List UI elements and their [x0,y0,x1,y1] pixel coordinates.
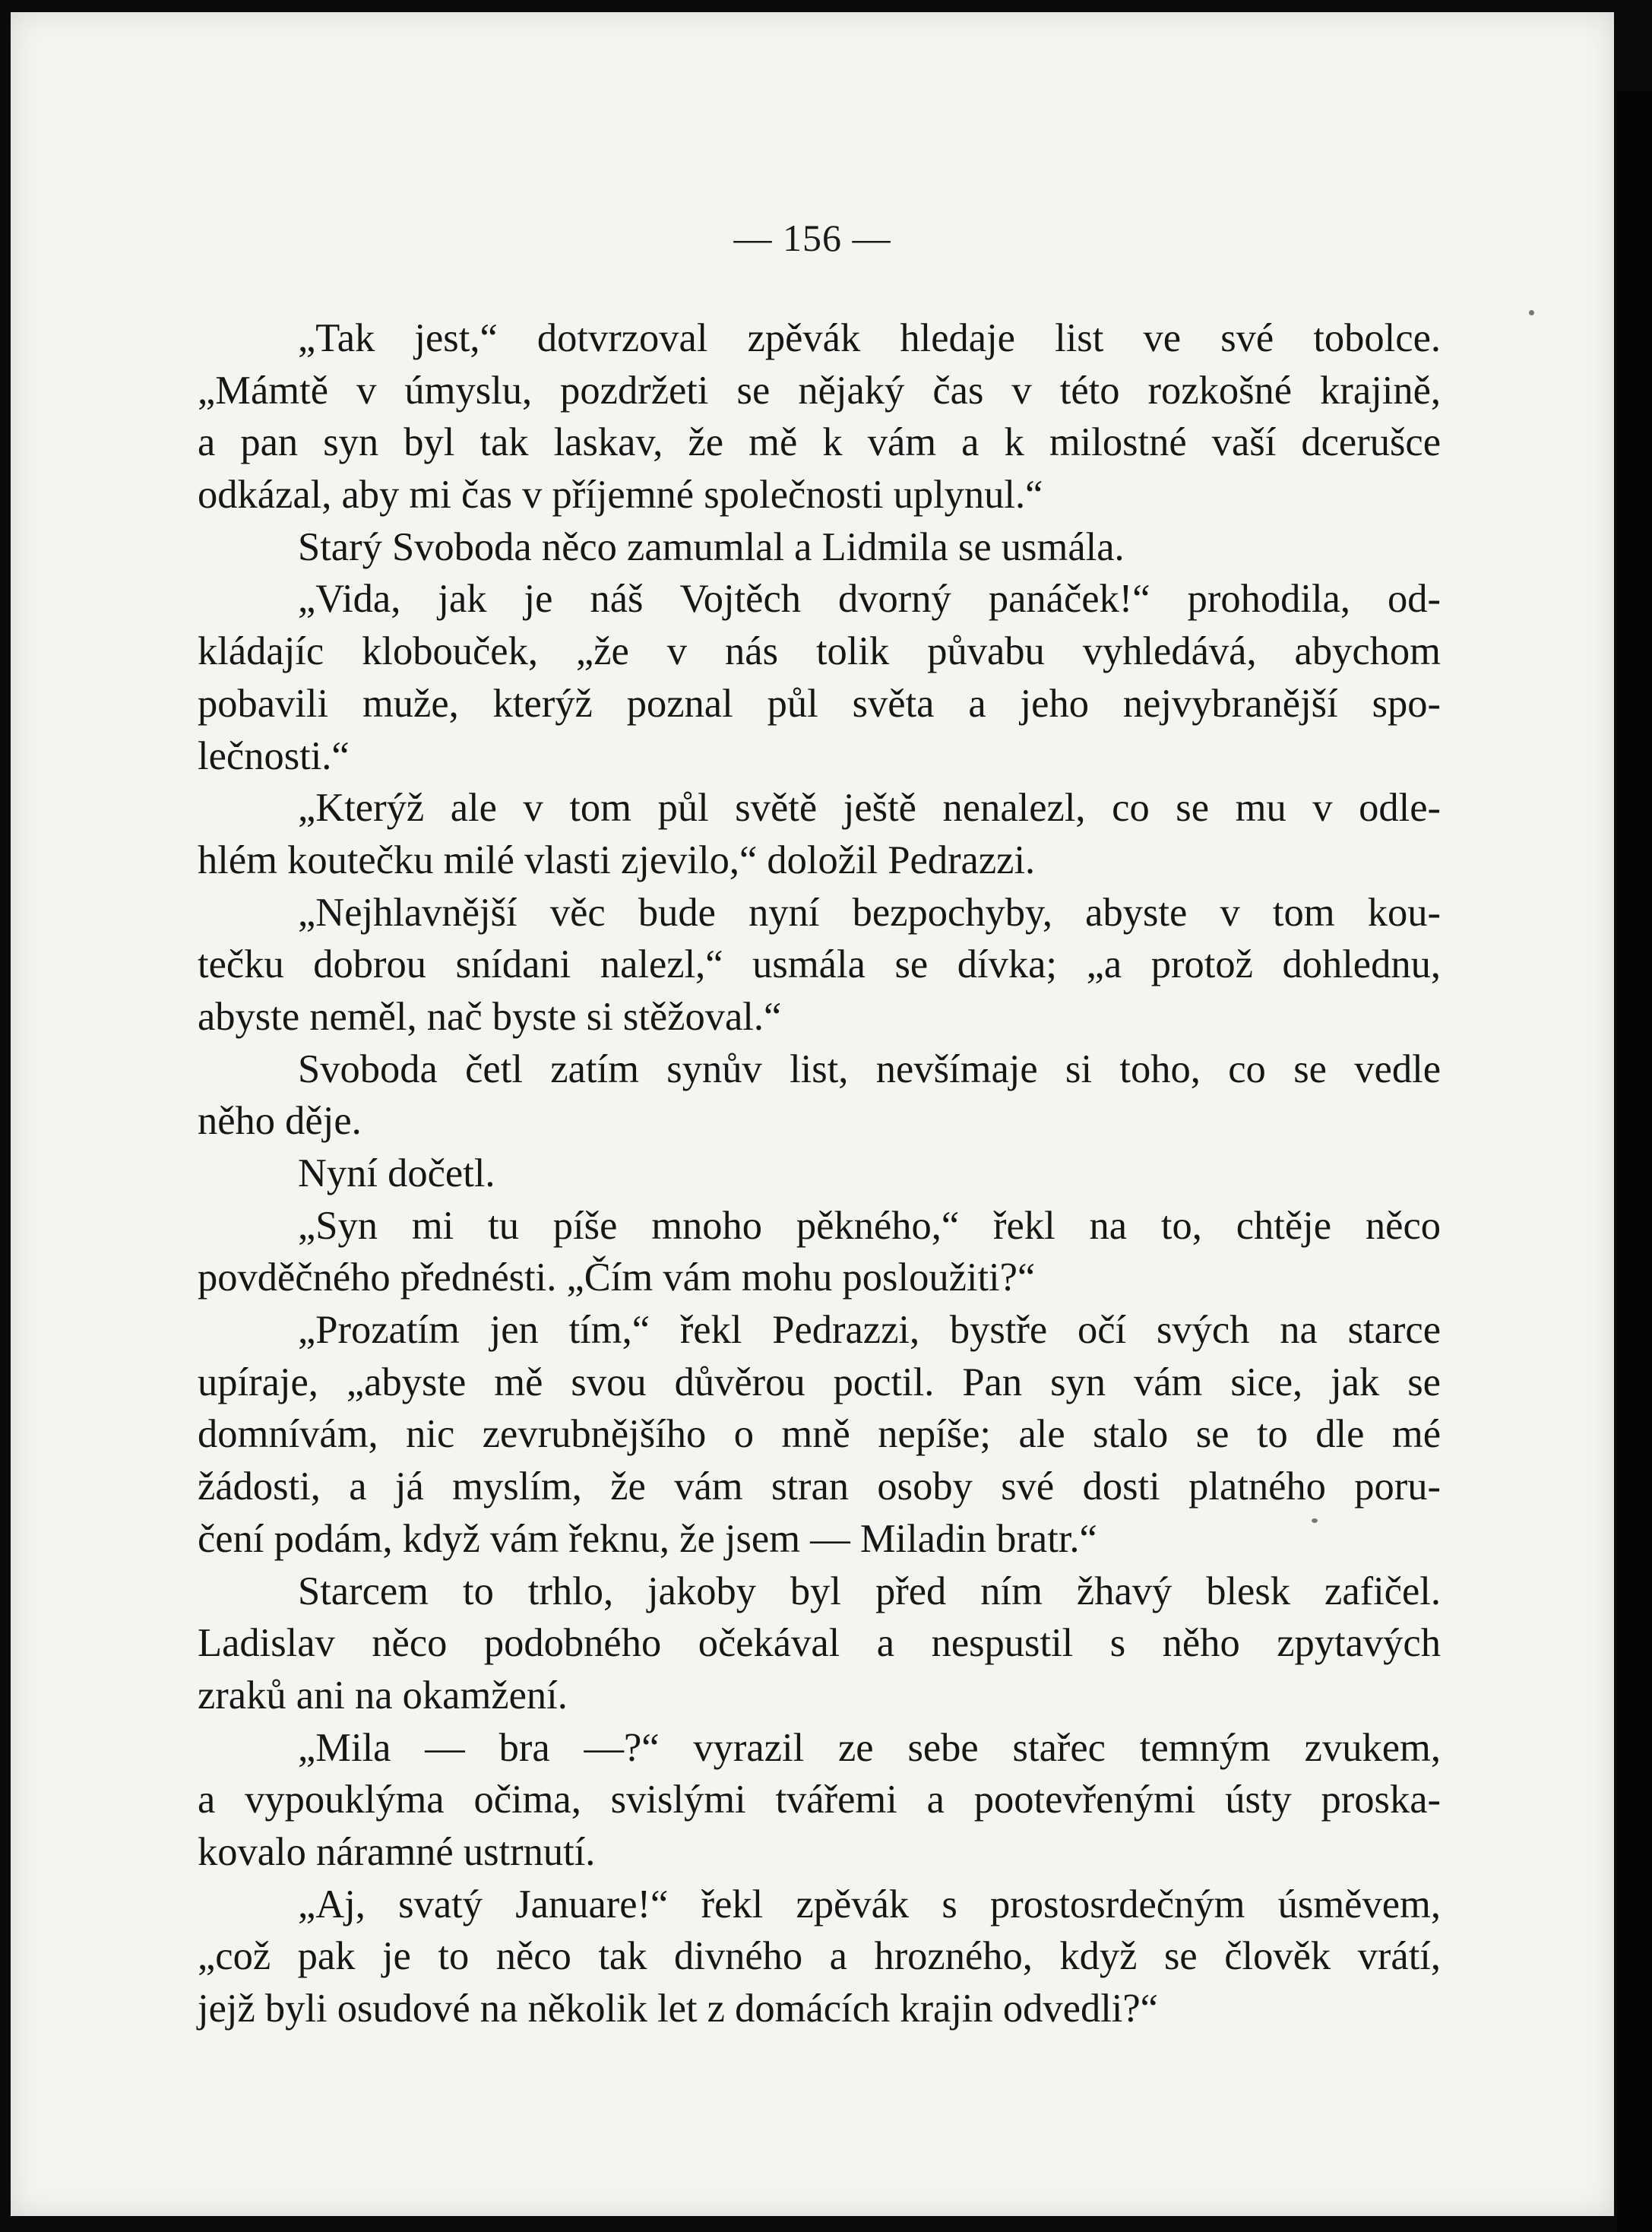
text-line: čení podám, když vám řeknu, že jsem — Miladin bratr.“ [198,1516,1097,1561]
text-line: abyste neměl, nač byste si stěžoval.“ [198,994,782,1039]
text-line: jejž byli osudové na několik let z domácích krajin odvedli?“ [198,1987,1158,2031]
text-line: a pan syn byl tak laskav, že mě k vám a k milostné vaší dcerušce [198,420,1441,465]
text-line: zraků ani na okamžení. [198,1673,568,1718]
text-line: domnívám, nic zevrubnějšího o mně nepíše; ale stalo se to dle mé [198,1412,1441,1457]
text-line: Svoboda četl zatím synův list, nevšímaje si toho, co se vedle [298,1046,1441,1091]
book-edge-shadow [1617,91,1652,2232]
text-line: „Nejhlavnější věc bude nyní bezpochyby, abyste v tom kou- [298,890,1441,935]
body-text [198,312,1441,2035]
text-line: „Vida, jak je náš Vojtěch dvorný panáček!“ prohodila, od- [298,577,1441,622]
page-number: — 156 — [733,217,891,259]
text-line: něho děje. [198,1099,362,1144]
text-line: Nyní dočetl. [298,1151,495,1195]
text-line: „což pak je to něco tak divného a hrozného, když se člověk vrátí, [198,1934,1441,1979]
text-line: upíraje, „abyste mě svou důvěrou poctil. Pan syn vám sice, jak se [198,1360,1441,1404]
scanned-page [11,12,1614,2216]
text-line: „Mámtě v úmyslu, pozdržeti se nějaký čas v této rozkošné krajině, [198,368,1441,413]
text-line: odkázal, aby mi čas v příjemné společnosti uplynul.“ [198,473,1043,518]
text-line: a vypouklýma očima, svislými tvářemi a pootevřenými ústy proska- [198,1778,1441,1822]
paper-speck [1312,1518,1318,1523]
text-line: „Tak jest,“ dotvrzoval zpěvák hledaje list ve své tobolce. [298,316,1441,360]
text-line: kovalo náramné ustrnutí. [198,1829,596,1874]
text-line: „Aj, svatý Januare!“ řekl zpěvák s prostosrdečným úsměvem, [298,1882,1441,1926]
text-line: Starý Svoboda něco zamumlal a Lidmila se usmála. [298,524,1125,569]
text-line: hlém koutečku milé vlasti zjevilo,“ doložil Pedrazzi. [198,837,1036,882]
text-line: Ladislav něco podobného očekával a nespustil s něho zpytavých [198,1621,1441,1666]
text-line: Starcem to trhlo, jakoby byl před ním žhavý blesk zafičel. [298,1569,1441,1613]
text-line: kládajíc klobouček, „že v nás tolik půvabu vyhledává, abychom [198,629,1441,674]
text-line: žádosti, a já myslím, že vám stran osoby své dosti platného poru- [198,1464,1441,1509]
paper-speck [1529,310,1534,315]
text-line: povděčného přednésti. „Čím vám mohu posloužiti?“ [198,1255,1036,1300]
text-line: lečnosti.“ [198,733,350,778]
text-line: pobavili muže, kterýž poznal půl světa a jeho nejvybranější spo- [198,681,1441,726]
text-line: „Mila — bra —?“ vyrazil ze sebe stařec temným zvukem, [298,1725,1441,1770]
text-line: „Prozatím jen tím,“ řekl Pedrazzi, bystře očí svých na starce [298,1308,1441,1353]
text-line: tečku dobrou snídani nalezl,“ usmála se dívka; „a protož dohlednu, [198,942,1441,987]
text-line: „Syn mi tu píše mnoho pěkného,“ řekl na to, chtěje něco [298,1203,1441,1248]
text-line: „Kterýž ale v tom půl světě ještě nenalezl, co se mu v odle- [298,786,1441,831]
